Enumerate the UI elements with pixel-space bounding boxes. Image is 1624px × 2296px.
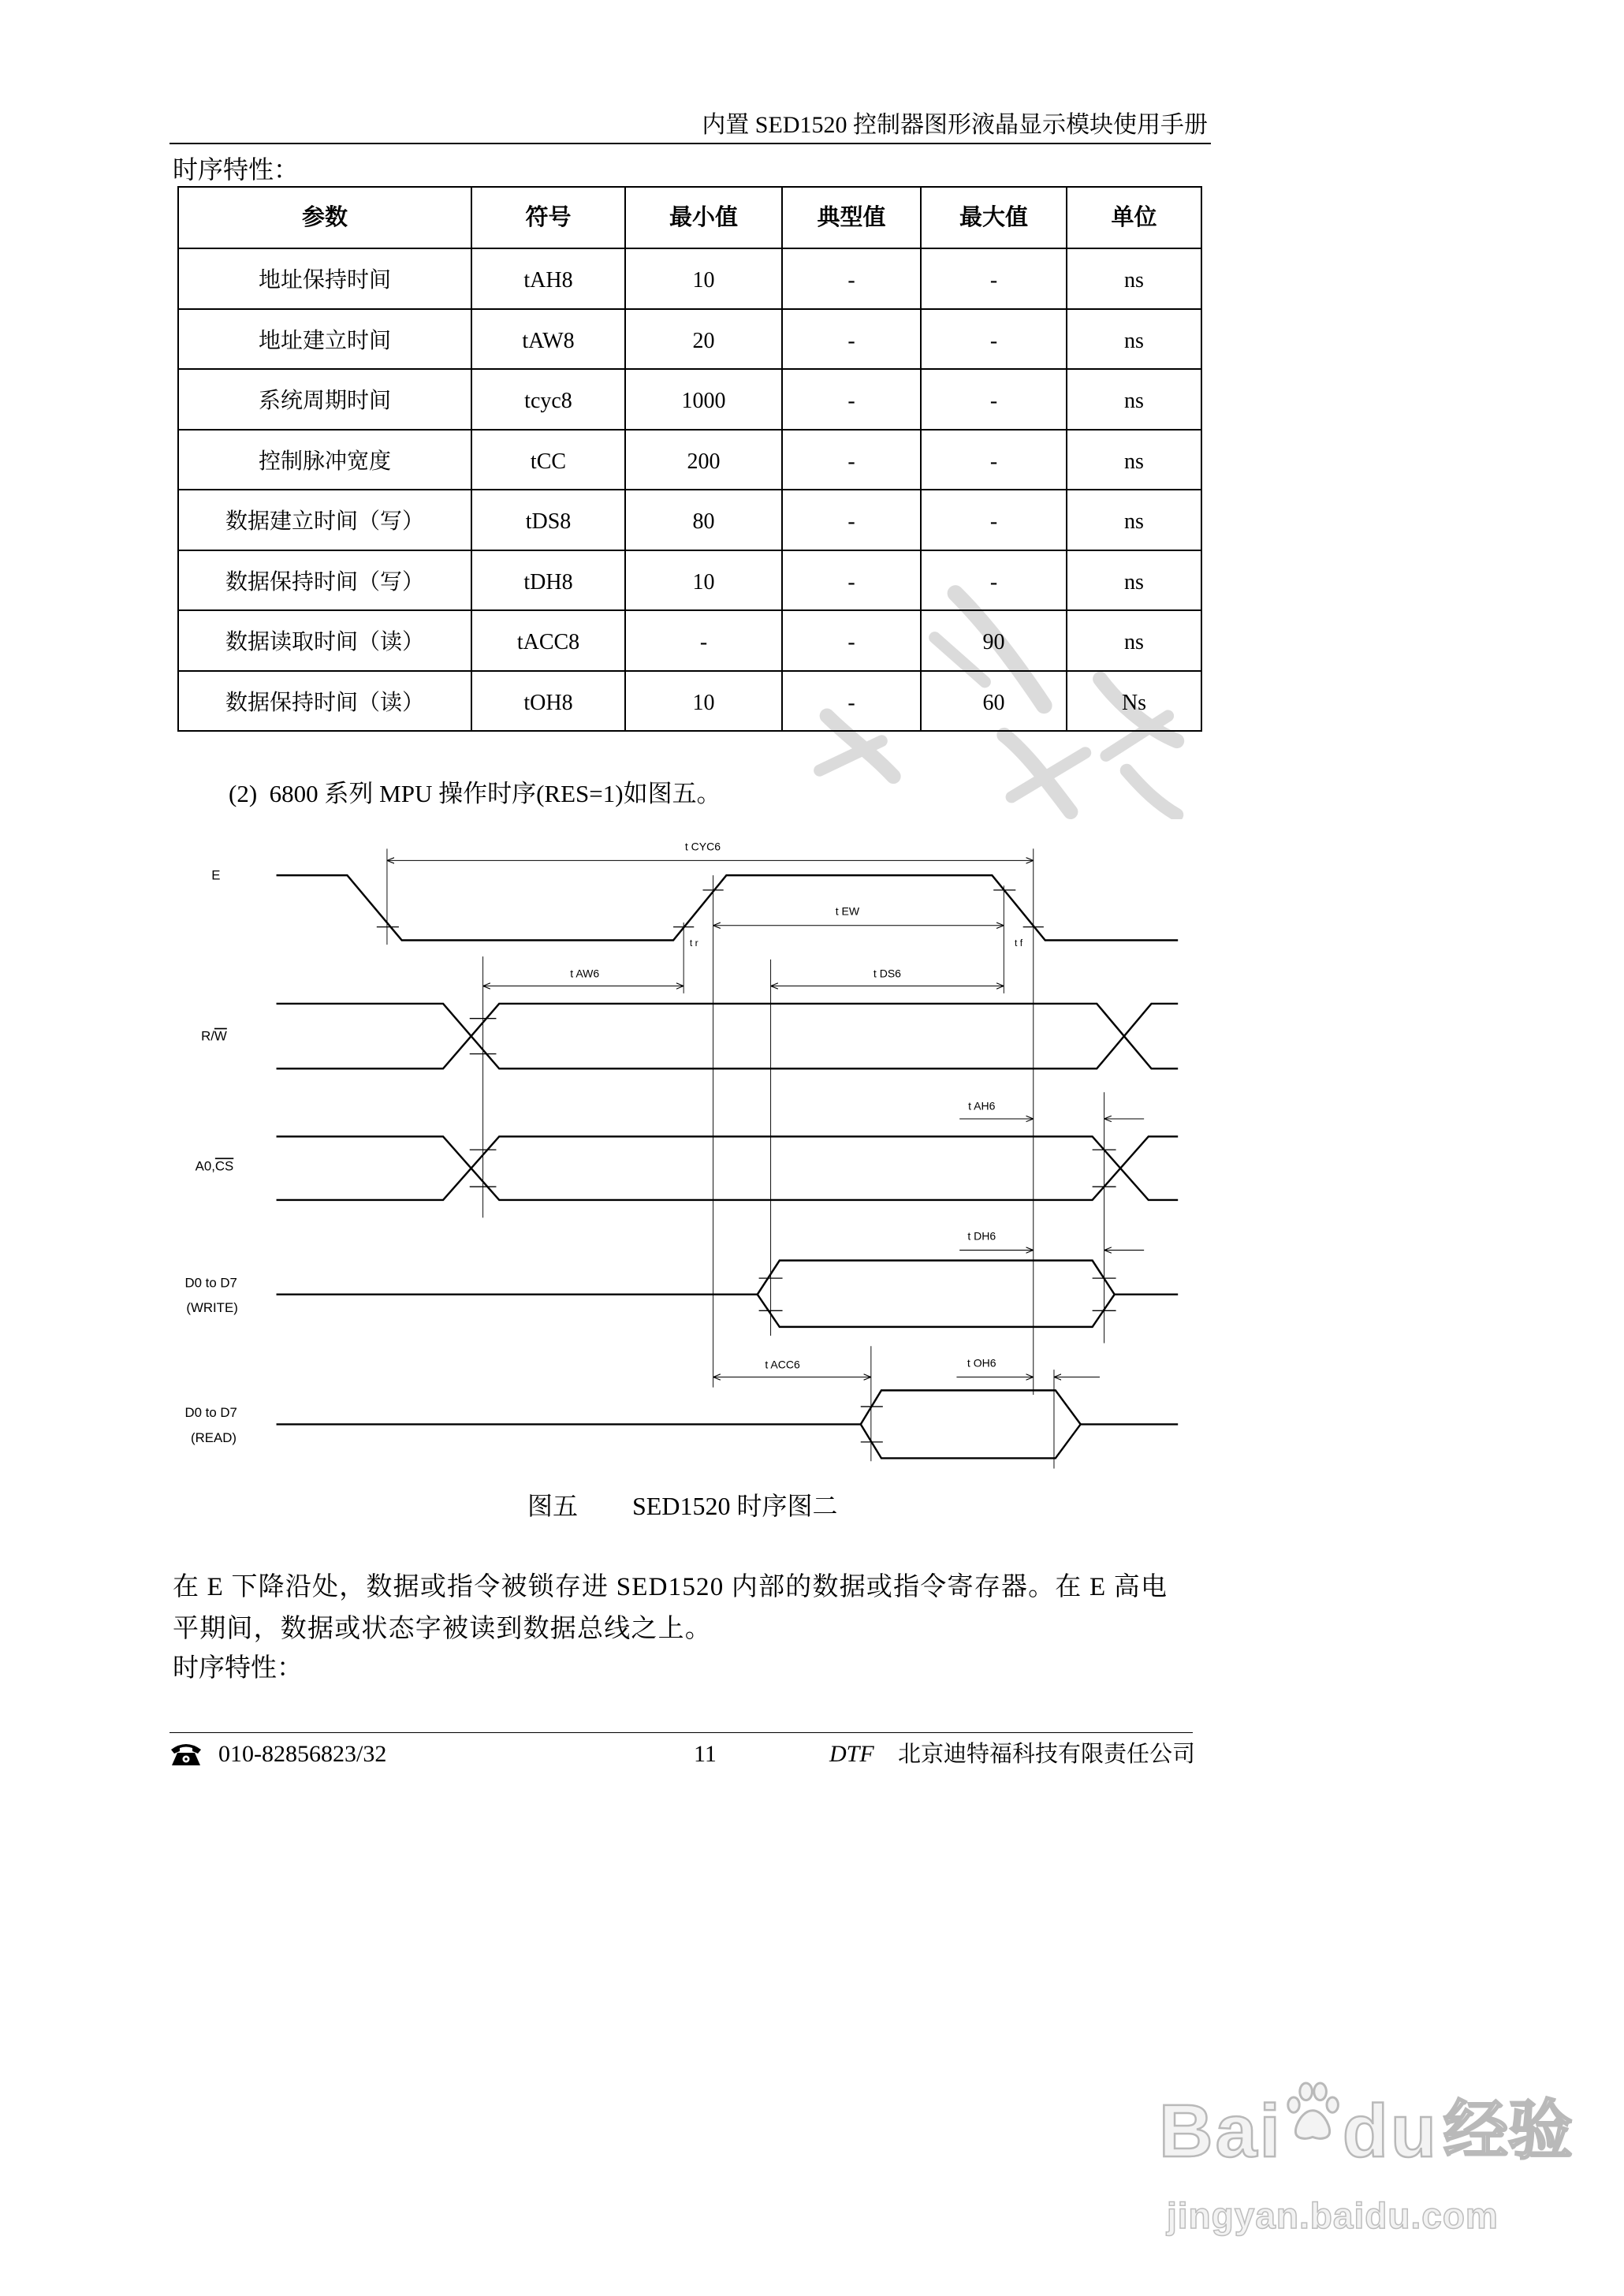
baidu-jingyan-logo	[1159, 2064, 1573, 2175]
table-cell-max: -	[921, 490, 1067, 550]
table-cell-parameter: 数据保持时间（读）	[178, 671, 471, 732]
header-rule	[169, 143, 1211, 144]
timing-label-tcyc6: t CYC6	[684, 840, 721, 853]
table-cell-unit: ns	[1067, 248, 1201, 309]
signal-label-a0cs-overbar: CS	[214, 1158, 234, 1174]
page-number: 11	[694, 1741, 717, 1767]
table-cell-symbol: tcyc8	[471, 369, 625, 430]
signal-label-dread-line1: D0 to D7	[184, 1405, 237, 1421]
logo-text-cn: 经验	[1443, 2095, 1573, 2167]
footer-phone: 010-82856823/32	[218, 1741, 387, 1767]
signal-label-rw-overbar: W	[214, 1028, 227, 1044]
table-cell-parameter: 地址建立时间	[178, 309, 471, 370]
table-cell-max: -	[921, 430, 1067, 490]
table-cell-unit: ns	[1067, 430, 1201, 490]
table-cell-symbol: tACC8	[471, 610, 625, 671]
table-cell-min: 1000	[625, 369, 782, 430]
table-cell-parameter: 控制脉冲宽度	[178, 430, 471, 490]
figure-caption: SED1520 时序图二	[632, 1492, 838, 1520]
watermark-url: jingyan.baidu.com	[1167, 2195, 1499, 2236]
timing-label-tah6: t AH6	[968, 1099, 996, 1113]
table-cell-parameter: 系统周期时间	[178, 369, 471, 430]
figure-number: 图五	[527, 1492, 579, 1520]
table-row	[178, 490, 1201, 550]
running-header-title: 内置 SED1520 控制器图形液晶显示模块使用手册	[702, 112, 1208, 138]
table-row	[178, 610, 1201, 671]
table-cell-unit: ns	[1067, 550, 1201, 611]
table-cell-symbol: tAW8	[471, 309, 625, 370]
signal-label-rw-prefix: R/	[201, 1028, 214, 1044]
table-cell-symbol: tCC	[471, 430, 625, 490]
watermark-stroke	[1004, 735, 1071, 811]
table-row	[178, 550, 1201, 611]
table-cell-unit: ns	[1067, 490, 1201, 550]
col-header-max: 最大值	[921, 187, 1067, 248]
timing-label-tdh6: t DH6	[967, 1229, 996, 1243]
paragraph-line: 在 E 下降沿处，数据或指令被锁存进 SED1520 内部的数据或指令寄存器。在 E 高电	[173, 1573, 1168, 1601]
dwrite-valid-window	[758, 1261, 1115, 1327]
table-cell-symbol: tDH8	[471, 550, 625, 611]
table-cell-unit: ns	[1067, 369, 1201, 430]
timing-parameter-table	[177, 186, 1202, 732]
table-cell-symbol: tOH8	[471, 671, 625, 732]
table-cell-parameter: 数据保持时间（写）	[178, 550, 471, 611]
watermark-stroke	[820, 741, 882, 770]
table-cell-min: 10	[625, 671, 782, 732]
timing-label-tds6: t DS6	[873, 967, 901, 980]
table-cell-typ: -	[782, 248, 921, 309]
phone-icon	[169, 1741, 203, 1766]
figure-intro-text: (2) 6800 系列 MPU 操作时序(RES=1)如图五。	[229, 780, 721, 807]
table-header-row	[178, 187, 1201, 248]
table-row	[178, 671, 1201, 732]
signal-label-a0cs	[196, 1158, 234, 1173]
table-cell-typ: -	[782, 490, 921, 550]
table-cell-unit: ns	[1067, 610, 1201, 671]
timing-label-tew: t EW	[835, 904, 860, 918]
timing-label-tacc6: t ACC6	[765, 1358, 800, 1371]
table-cell-parameter: 数据读取时间（读）	[178, 610, 471, 671]
timing-label-toh6: t OH6	[967, 1356, 996, 1370]
col-header-typ: 典型值	[782, 187, 921, 248]
signal-label-dread-line2: (READ)	[190, 1429, 237, 1445]
timing-diagram	[0, 819, 1624, 1498]
table-cell-parameter: 地址保持时间	[178, 248, 471, 309]
table-cell-min: 10	[625, 248, 782, 309]
table-cell-max: -	[921, 369, 1067, 430]
table-cell-typ: -	[782, 550, 921, 611]
logo-text-right: du	[1342, 2089, 1439, 2173]
a0cs-bus-line-b	[277, 1136, 1179, 1199]
table-cell-typ: -	[782, 671, 921, 732]
col-header-parameter: 参数	[178, 187, 471, 248]
footer-brand: DTF	[829, 1741, 874, 1767]
table-cell-min: 20	[625, 309, 782, 370]
table-cell-min: 80	[625, 490, 782, 550]
table-cell-min: 10	[625, 550, 782, 611]
table-cell-min: -	[625, 610, 782, 671]
footer-company: 北京迪特福科技有限责任公司	[898, 1742, 1196, 1767]
table-cell-typ: -	[782, 369, 921, 430]
table-cell-min: 200	[625, 430, 782, 490]
rw-bus-line-a	[277, 1004, 1179, 1068]
table-cell-unit: Ns	[1067, 671, 1201, 732]
table-cell-typ: -	[782, 309, 921, 370]
timing-label-tf: t f	[1014, 937, 1023, 949]
signal-label-dwrite-line2: (WRITE)	[186, 1300, 238, 1316]
table-cell-unit: ns	[1067, 309, 1201, 370]
table-row	[178, 430, 1201, 490]
table-cell-max: -	[921, 309, 1067, 370]
signal-label-dwrite-line1: D0 to D7	[184, 1275, 237, 1291]
watermark-stroke	[1127, 770, 1177, 814]
timing-label-tr: t r	[689, 937, 698, 949]
paw-icon	[1284, 2080, 1341, 2143]
table-cell-symbol: tDS8	[471, 490, 625, 550]
table-row	[178, 309, 1201, 370]
signal-label-rw	[201, 1029, 227, 1044]
table-cell-max: -	[921, 550, 1067, 611]
table-cell-typ: -	[782, 610, 921, 671]
table-cell-max: 90	[921, 610, 1067, 671]
section-heading-timing-2: 时序特性：	[173, 1654, 303, 1683]
table-cell-max: -	[921, 248, 1067, 309]
footer-rule	[169, 1732, 1193, 1733]
dread-valid-window	[861, 1390, 1081, 1458]
a0cs-bus-line-a	[277, 1136, 1179, 1199]
table-row	[178, 248, 1201, 309]
table-row	[178, 369, 1201, 430]
e-waveform	[277, 875, 1179, 940]
rw-bus-line-b	[277, 1004, 1179, 1068]
table-cell-parameter: 数据建立时间（写）	[178, 490, 471, 550]
col-header-symbol: 符号	[471, 187, 625, 248]
signal-label-a0cs-prefix: A0,	[195, 1158, 215, 1174]
paragraph-line: 平期间，数据或状态字被读到数据总线之上。	[173, 1615, 712, 1643]
col-header-unit: 单位	[1067, 187, 1201, 248]
table-cell-max: 60	[921, 671, 1067, 732]
timing-label-taw6: t AW6	[570, 967, 600, 980]
table-cell-symbol: tAH8	[471, 248, 625, 309]
section-heading-timing: 时序特性：	[173, 155, 300, 184]
watermark-stroke	[1011, 753, 1086, 797]
logo-text-left: Bai	[1159, 2089, 1283, 2173]
signal-label-e: E	[211, 867, 221, 883]
col-header-min: 最小值	[625, 187, 782, 248]
table-cell-typ: -	[782, 430, 921, 490]
